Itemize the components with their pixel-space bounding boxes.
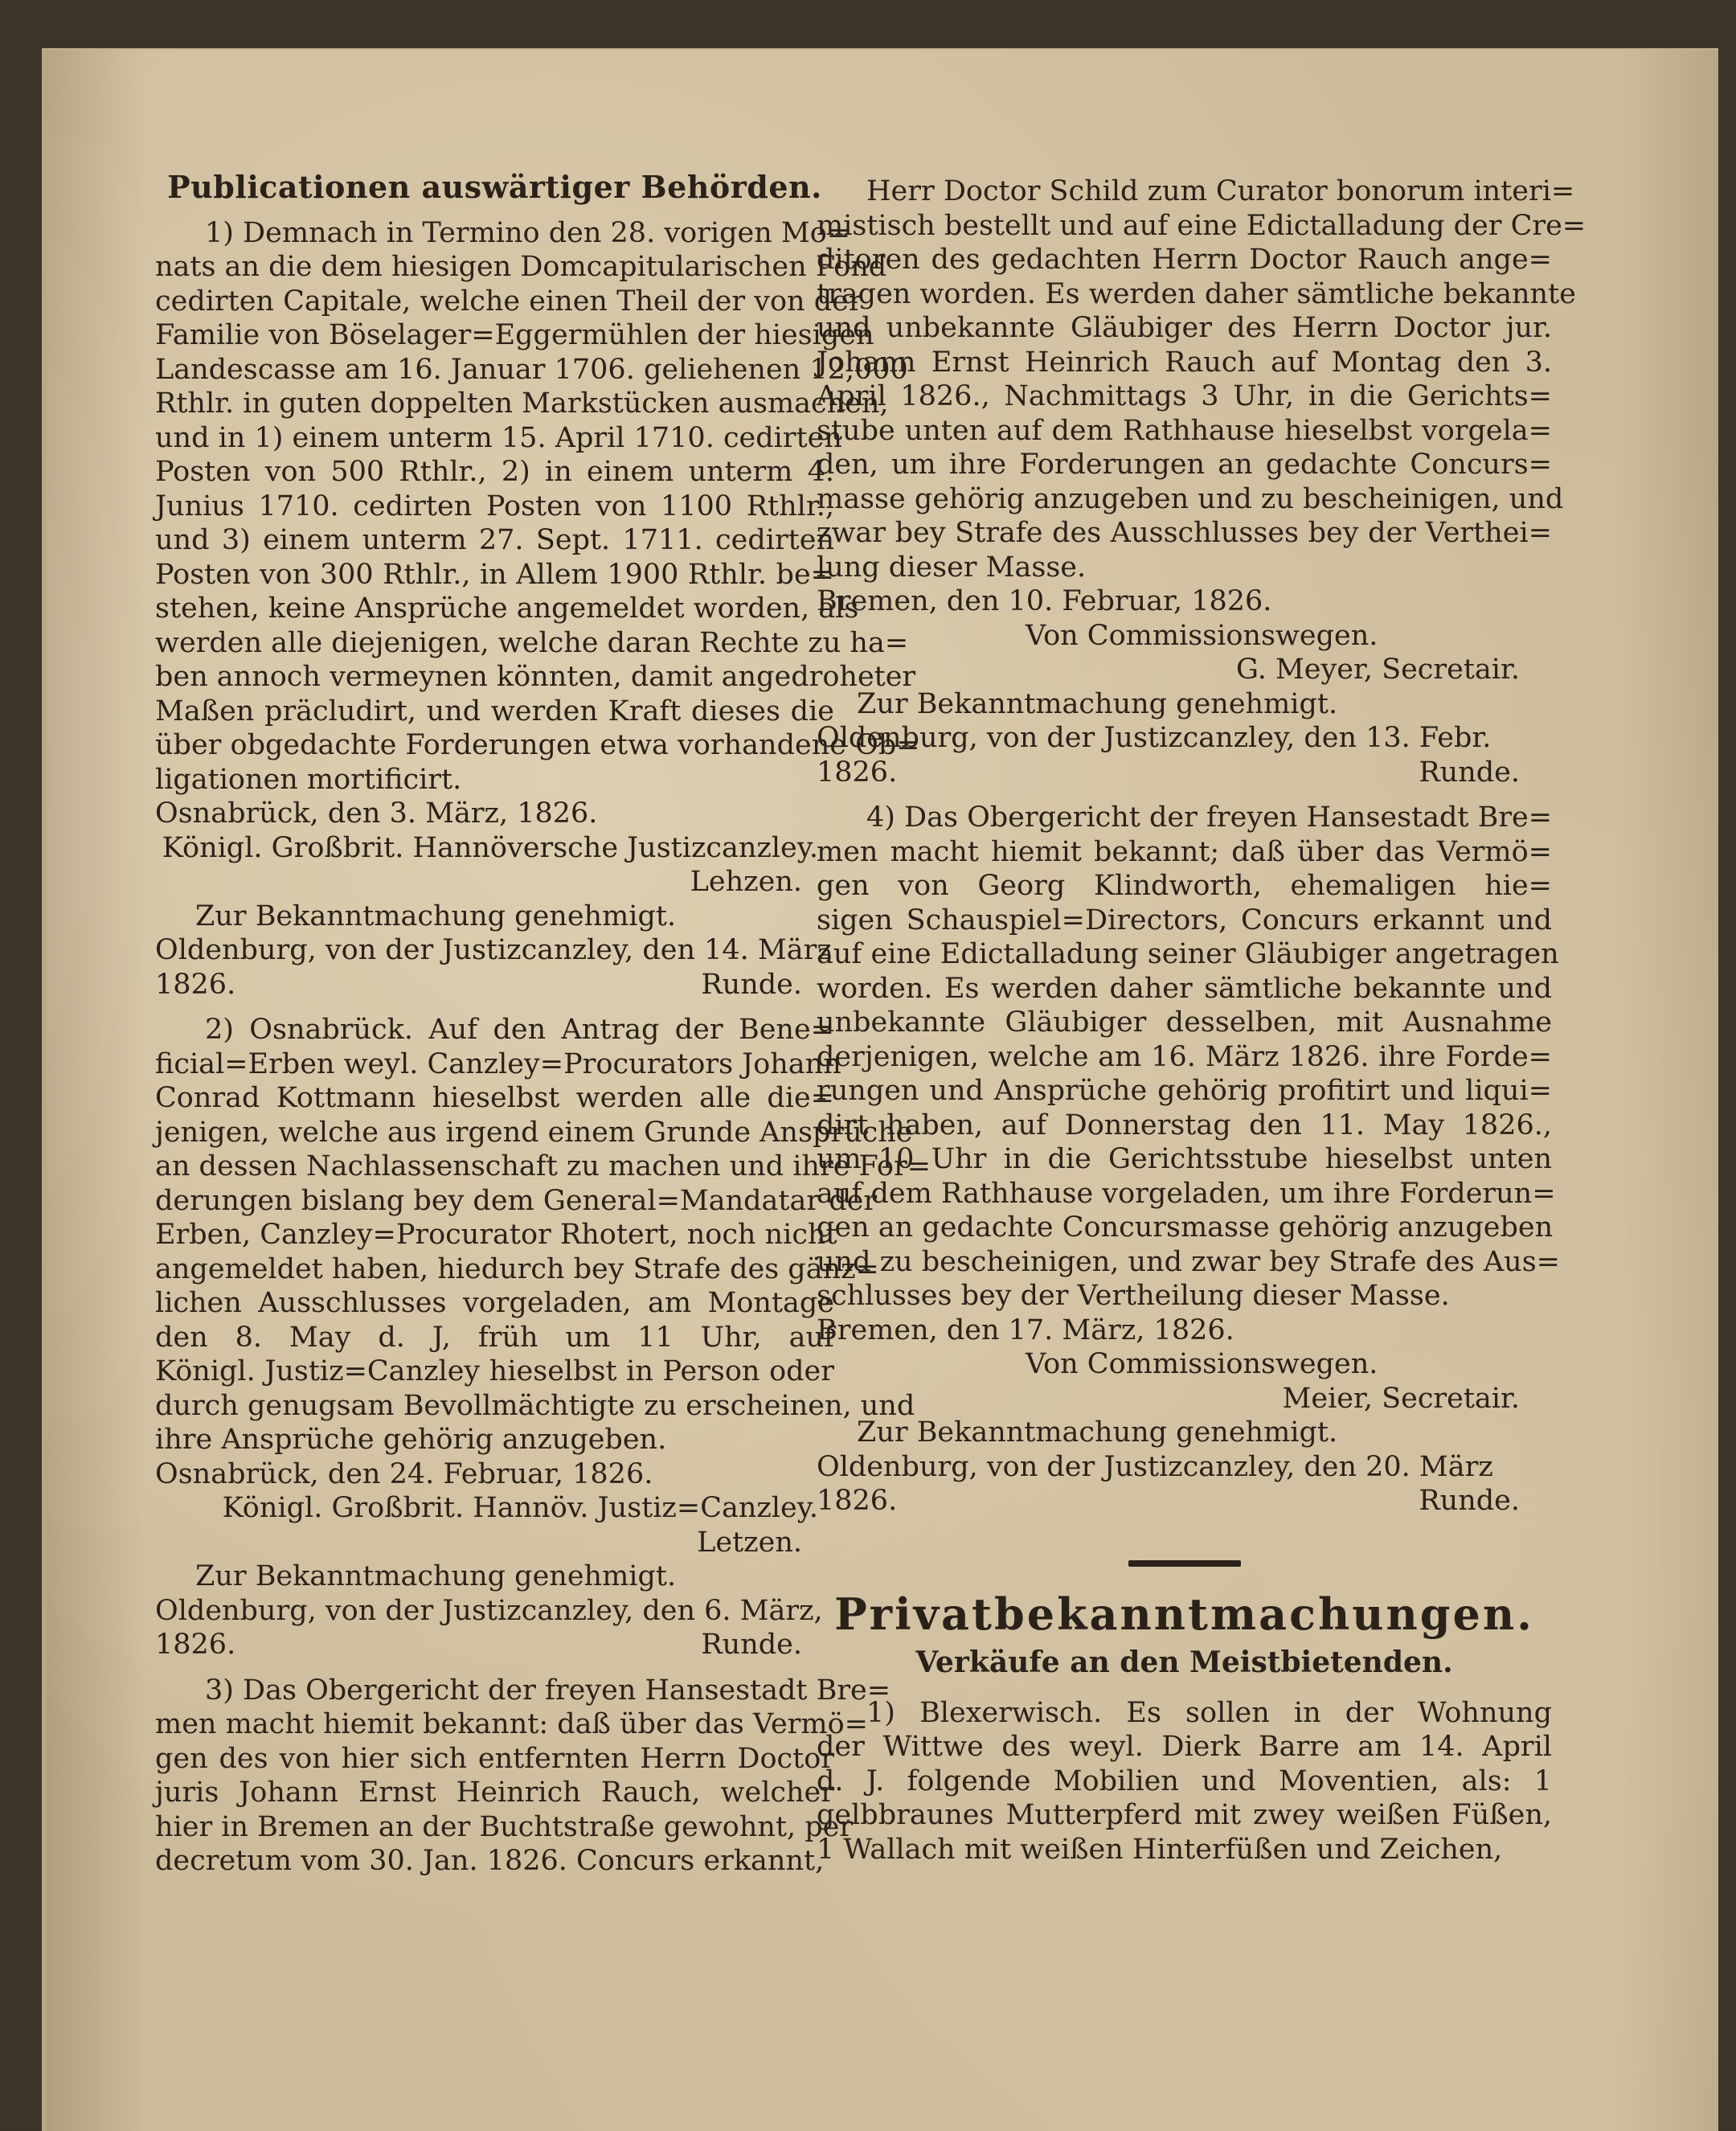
text-line: cedirten Capitale, welche einen Theil der von der [155,285,862,318]
section-divider-rule [1128,1560,1241,1567]
text-line: den, um ihre Forderungen an gedachte Concurs= [817,449,1552,481]
notice-3-continued [817,174,1587,789]
notice-4-authority: Von Commissionswegen. [1026,1348,1378,1380]
text-line: zwar bey Strafe des Ausschlusses bey der Verthei= [817,517,1552,549]
text-line: tragen worden. Es werden daher sämtliche bekannte [817,277,1576,310]
text-line: 2) Osnabrück. Auf den Antrag der Bene= [205,1014,834,1046]
text-line: Conrad Kottmann hieselbst werden alle die= [155,1082,834,1114]
text-line: Königl. Justiz=Canzley hieselbst in Person oder [155,1355,834,1387]
private-announcements-heading: Privatbekanntmachungen. [834,1588,1534,1640]
notice-4-runde: Runde. [1419,1485,1520,1517]
text-line: lichen Ausschlusses vorgeladen, am Montage [155,1287,834,1319]
text-line: Johann Ernst Heinrich Rauch auf Montag den 3. [817,346,1552,379]
text-line: den 8. May d. J, früh um 11 Uhr, auf [155,1321,834,1354]
notice-3-year: 1826. [817,756,898,789]
text-line: Erben, Canzley=Procurator Rhotert, noch nicht [155,1219,837,1251]
text-line: an dessen Nachlassenschaft zu machen und ihre For= [155,1150,931,1182]
notice-3-authority: Von Commissionswegen. [1026,619,1378,652]
notice-1-oldenburg: Oldenburg, von der Justizcanzley, den 14. März [155,934,832,966]
text-line: durch genugsam Bevollmächtigte zu erscheinen, und [155,1389,915,1422]
text-line: 1) Demnach in Termino den 28. vorigen Mo= [205,216,851,249]
newspaper-page [42,48,1718,2131]
notice-4-place-date: Bremen, den 17. März, 1826. [817,1313,1234,1346]
notice-3-runde: Runde. [1419,756,1520,789]
notice-2-body [155,1013,931,1457]
text-line: 1) Blexerwisch. Es sollen in der Wohnung [866,1696,1552,1729]
text-line: angemeldet haben, hiedurch bey Strafe des gänz= [155,1252,879,1285]
text-line: men macht hiemit bekannt: daß über das Vermö= [155,1708,868,1740]
text-line: stehen, keine Ansprüche angemeldet worden, als [155,592,859,625]
text-line: sigen Schauspiel=Directors, Concurs erkannt und [817,904,1552,936]
text-line: Familie von Böselager=Eggermühlen der hiesigen [155,319,874,351]
notice-3-signer: G. Meyer, Secretair. [1235,654,1520,686]
text-line: stube unten auf dem Rathhause hieselbst vorgela= [817,414,1552,447]
text-line: Posten von 500 Rthlr., 2) in einem unterm 4. [155,456,834,488]
notice-2-year: 1826. [155,1629,236,1661]
text-line: 3) Das Obergericht der freyen Hansestadt Bre= [205,1674,891,1707]
notice-2-approval: Zur Bekanntmachung genehmigt. [195,1560,677,1592]
notice-2-runde: Runde. [701,1629,802,1661]
notice-2-year-line [155,1628,834,1662]
text-line: rungen und Ansprüche gehörig profitirt und liqui= [817,1075,1552,1107]
text-line: ben annoch vermeynen könnten, damit angedroheter [155,661,916,693]
right-column [817,174,1587,1867]
text-line: über obgedachte Forderungen etwa vorhandene Ob= [155,729,920,761]
text-line: der Wittwe des weyl. Dierk Barre am 14. April [817,1731,1552,1763]
text-line: werden alle diejenigen, welche daran Rechte zu ha= [155,626,909,659]
text-line: und zu bescheinigen, und zwar bey Strafe des Aus= [817,1245,1560,1278]
notice-3 [155,1674,891,1879]
notice-2-signer: Letzen. [697,1526,802,1559]
left-column [155,169,931,1879]
text-line: schlusses bey der Vertheilung dieser Masse. [817,1280,1450,1312]
notice-3-body [155,1674,891,1879]
text-line: Posten von 300 Rthlr., in Allem 1900 Rthlr. be= [155,558,834,591]
text-line: gen an gedachte Concursmasse gehörig anzugeben [817,1211,1554,1244]
text-line: auf dem Rathhause vorgeladen, um ihre Forderun= [817,1177,1556,1210]
text-line: Landescasse am 16. Januar 1706. geliehenen 12,000 [155,353,908,386]
text-line: derjenigen, welche am 16. März 1826. ihre Forde= [817,1040,1552,1073]
notice-3-approval: Zur Bekanntmachung genehmigt. [857,687,1338,720]
text-line: hier in Bremen an der Buchtstraße gewohnt, per [155,1810,854,1843]
text-line: men macht hiemit bekannt; daß über das Vermö= [817,835,1552,868]
text-line: um 10 Uhr in die Gerichtsstube hieselbst unten [817,1143,1552,1175]
notice-3-place-date: Bremen, den 10. Februar, 1826. [817,585,1272,617]
notice-1 [155,216,920,1002]
text-line: gelbbraunes Mutterpferd mit zwey weißen Füßen, [817,1799,1552,1831]
text-line: ditoren des gedachten Herrn Doctor Rauch ange= [817,244,1552,276]
notice-4-body [817,801,1560,1313]
text-line: ihre Ansprüche gehörig anzugeben. [155,1424,667,1456]
notice-4-year-line [817,1484,1552,1518]
notice-3-oldenburg: Oldenburg, von der Justizcanzley, den 13. Febr. [817,722,1492,754]
notice-1-signer: Lehzen. [690,866,802,898]
notice-4-signer: Meier, Secretair. [1282,1382,1520,1415]
section-heading-publications: Publicationen auswärtiger Behörden. [167,169,822,205]
notice-2-authority: Königl. Großbrit. Hannöv. Justiz=Canzley. [222,1492,818,1524]
text-line: nats an die dem hiesigen Domcapitularischen Fond [155,251,887,283]
text-line: gen des von hier sich entfernten Herrn Doctor [155,1742,834,1775]
notice-3-year-line [817,756,1552,790]
notice-1-approval: Zur Bekanntmachung genehmigt. [195,900,677,932]
sale-1-body [817,1696,1552,1867]
text-line: decretum vom 30. Jan. 1826. Concurs erkannt, [155,1845,825,1877]
text-line: Herr Doctor Schild zum Curator bonorum interi= [866,175,1575,207]
text-line: 4) Das Obergericht der freyen Hansestadt Bre= [866,801,1553,834]
text-line: mistisch bestellt und auf eine Edictalladung der Cre= [817,209,1587,242]
text-line: Maßen präcludirt, und werden Kraft dieses die [155,695,834,727]
text-line: derungen bislang bey dem General=Mandatar der [155,1184,878,1217]
text-line: und unbekannte Gläubiger des Herrn Doctor jur. [817,312,1552,344]
notice-1-year-line [155,968,834,1002]
notice-2-place-date: Osnabrück, den 24. Februar, 1826. [155,1457,653,1490]
text-line: dirt haben, auf Donnerstag den 11. May 1826., [817,1109,1552,1141]
text-line: lung dieser Masse. [817,551,1087,584]
text-line: unbekannte Gläubiger desselben, mit Ausnahme [817,1006,1552,1039]
text-line: Junius 1710. cedirten Posten von 1100 Rthlr., [155,490,834,523]
text-line: juris Johann Ernst Heinrich Rauch, welcher [155,1777,834,1809]
notice-3-continued-body [817,174,1587,584]
text-line: Rthlr. in guten doppelten Markstücken ausmachen, [155,387,889,420]
notice-2-oldenburg: Oldenburg, von der Justizcanzley, den 6. März, [155,1594,823,1627]
text-line: ficial=Erben weyl. Canzley=Procurators Johann [155,1047,841,1080]
notice-4-year: 1826. [817,1485,898,1517]
notice-1-runde: Runde. [701,968,802,1001]
text-line: und 3) einem unterm 27. Sept. 1711. cedirten [155,524,834,556]
notice-2 [155,1013,931,1662]
text-line: April 1826., Nachmittags 3 Uhr, in die Gerichts= [817,380,1552,412]
notice-1-authority: Königl. Großbrit. Hannöversche Justizcanzley. [162,831,818,864]
text-line: masse gehörig anzugeben und zu bescheinigen, und [817,482,1564,515]
sale-1 [817,1696,1552,1867]
notice-4-oldenburg: Oldenburg, von der Justizcanzley, den 20. März [817,1450,1493,1483]
text-line: ligationen mortificirt. [155,763,462,796]
notice-4 [817,801,1560,1518]
text-line: und in 1) einem unterm 15. April 1710. cedirten [155,421,842,454]
text-line: d. J. folgende Mobilien und Moventien, als: 1 [817,1764,1552,1797]
notice-1-place-date: Osnabrück, den 3. März, 1826. [155,797,598,830]
text-line: auf eine Edictalladung seiner Gläubiger angetragen [817,938,1559,970]
text-line: 1 Wallach mit weißen Hinterfüßen und Zeichen, [817,1833,1503,1866]
text-line: worden. Es werden daher sämtliche bekannte und [817,972,1552,1005]
notice-1-year: 1826. [155,968,236,1001]
auction-sales-heading: Verkäufe an den Meistbietenden. [915,1645,1453,1679]
notice-4-approval: Zur Bekanntmachung genehmigt. [857,1416,1338,1449]
text-line: gen von Georg Klindworth, ehemaligen hie= [817,870,1552,902]
text-line: jenigen, welche aus irgend einem Grunde Ansprüche [155,1116,913,1149]
